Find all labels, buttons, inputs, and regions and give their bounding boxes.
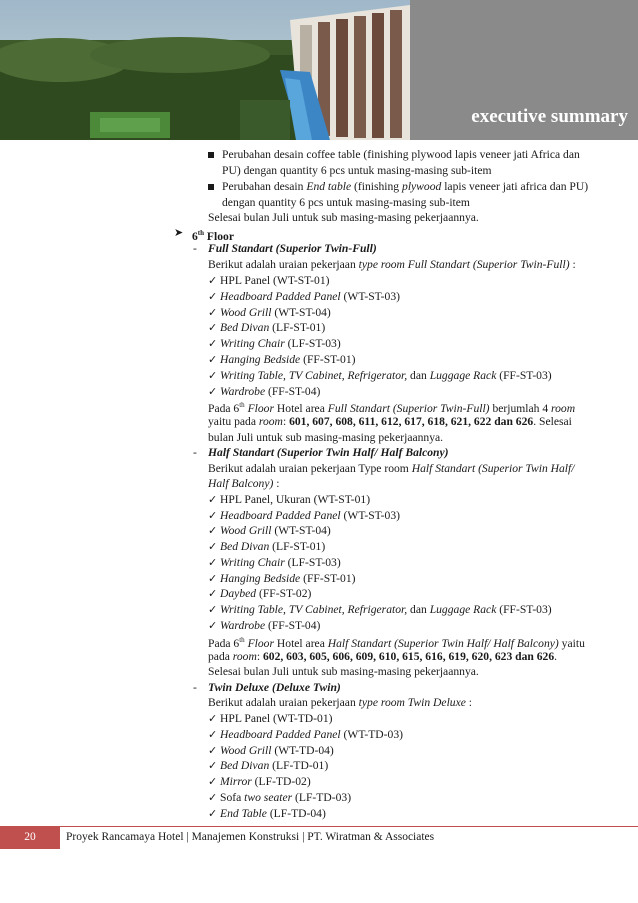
subsection-heading: Half Standart (Superior Twin Half/ Half Balcony) bbox=[208, 446, 449, 459]
checkmark-icon: ✓ bbox=[208, 354, 218, 366]
completion-note: Selesai bulan Juli untuk sub masing-masing pekerjaannya. bbox=[208, 211, 479, 224]
summary-line: bulan Juli untuk sub masing-masing pekerjaannya. bbox=[208, 431, 444, 444]
checklist-item: ✓ Hanging Bedside (FF-ST-01) bbox=[208, 353, 356, 366]
summary-line: Selesai bulan Juli untuk sub masing-masing pekerjaannya. bbox=[208, 665, 479, 678]
checkmark-icon: ✓ bbox=[208, 306, 218, 319]
summary-line: yaitu pada room: 601, 607, 608, 611, 612, 617, 618, 621, 622 dan 626. Selesai bbox=[208, 415, 572, 428]
footer-text: Proyek Rancamaya Hotel | Manajemen Konstruksi | PT. Wiratman & Associates bbox=[66, 831, 435, 843]
checklist-item: ✓ Wardrobe (FF-ST-04) bbox=[208, 618, 321, 632]
summary-line: pada room: 602, 603, 605, 606, 609, 610, 615, 616, 619, 620, 623 dan 626. bbox=[208, 650, 558, 663]
checkmark-icon: ✓ bbox=[208, 619, 218, 632]
summary-line: Pada 6th Floor Hotel area Half Standart (Superior Twin Half/ Half Balcony) yaitu bbox=[208, 636, 585, 650]
checklist-item: ✓ Mirror (LF-TD-02) bbox=[208, 775, 311, 789]
checklist-item: ✓ HPL Panel (WT-TD-01) bbox=[208, 712, 333, 725]
bullet-text: Perubahan desain End table (finishing plywood lapis veneer jati africa dan PU) bbox=[222, 180, 589, 193]
checkmark-icon: ✓ bbox=[208, 807, 218, 820]
checkmark-icon: ✓ bbox=[208, 760, 218, 773]
checkmark-icon: ✓ bbox=[208, 509, 218, 522]
checklist-item: ✓ Daybed (FF-ST-02) bbox=[208, 587, 312, 601]
bullet-text: PU) dengan quantity 6 pcs untuk masing-masing sub-item bbox=[222, 164, 492, 177]
intro-text: Half Balcony) : bbox=[208, 477, 280, 490]
checklist-item: ✓ Sofa two seater (LF-TD-03) bbox=[208, 791, 352, 804]
checkmark-icon: ✓ bbox=[208, 541, 218, 554]
page-number: 20 bbox=[0, 826, 60, 849]
checklist-item: ✓ Bed Divan (LF-ST-01) bbox=[208, 540, 326, 554]
checklist-item: ✓ Hanging Bedside (FF-ST-01) bbox=[208, 571, 356, 585]
checkmark-icon: ✓ bbox=[208, 385, 218, 398]
checklist-item: ✓ Headboard Padded Panel (WT-ST-03) bbox=[208, 289, 401, 303]
arrow-bullet-icon: ➤ bbox=[174, 227, 184, 239]
floor-heading: 6th Floor bbox=[192, 229, 234, 243]
bullet-text: dengan quantity 6 pcs untuk masing-masing sub-item bbox=[222, 196, 470, 209]
bullet-text: Perubahan desain coffee table (finishing plywood lapis veneer jati Africa dan bbox=[222, 148, 580, 161]
checkmark-icon: ✓ bbox=[208, 713, 218, 725]
checklist-item: ✓ Wood Grill (WT-ST-04) bbox=[208, 305, 331, 319]
subsection-heading: Twin Deluxe (Deluxe Twin) bbox=[208, 681, 341, 694]
checklist-item: ✓ Wood Grill (WT-ST-04) bbox=[208, 524, 331, 538]
checklist-item: ✓ Bed Divan (LF-TD-01) bbox=[208, 759, 329, 773]
checkmark-icon: ✓ bbox=[208, 369, 218, 382]
checkmark-icon: ✓ bbox=[208, 792, 218, 804]
checkmark-icon: ✓ bbox=[208, 776, 218, 789]
checklist-item: ✓ Wardrobe (FF-ST-04) bbox=[208, 384, 321, 398]
checkmark-icon: ✓ bbox=[208, 322, 218, 335]
checkmark-icon: ✓ bbox=[208, 728, 218, 741]
dash-bullet: - bbox=[193, 242, 197, 255]
summary-line: Pada 6th Floor Hotel area Full Standart (Superior Twin-Full) berjumlah 4 room bbox=[208, 401, 576, 415]
checkmark-icon: ✓ bbox=[208, 525, 218, 538]
hotel-photo bbox=[0, 0, 410, 140]
dash-bullet: - bbox=[193, 446, 197, 459]
checklist-item: ✓ Headboard Padded Panel (WT-TD-03) bbox=[208, 727, 403, 741]
checklist-item: ✓ Writing Table, TV Cabinet, Refrigerator, dan Luggage Rack (FF-ST-03) bbox=[208, 368, 552, 382]
header-banner bbox=[0, 0, 638, 140]
checkmark-icon: ✓ bbox=[208, 338, 218, 351]
checklist-item: ✓ End Table (LF-TD-04) bbox=[208, 806, 326, 820]
checkmark-icon: ✓ bbox=[208, 572, 218, 585]
checklist-item: ✓ Wood Grill (WT-TD-04) bbox=[208, 743, 334, 757]
page-footer bbox=[0, 826, 638, 849]
checkmark-icon: ✓ bbox=[208, 588, 218, 601]
checkmark-icon: ✓ bbox=[208, 494, 218, 506]
checklist-item: ✓ Writing Chair (LF-ST-03) bbox=[208, 337, 341, 351]
section-title: executive summary bbox=[471, 106, 628, 127]
intro-text: Berikut adalah uraian pekerjaan type room Twin Deluxe : bbox=[208, 696, 473, 709]
checklist-item: ✓ Headboard Padded Panel (WT-ST-03) bbox=[208, 508, 401, 522]
dash-bullet: - bbox=[193, 681, 197, 694]
checkmark-icon: ✓ bbox=[208, 556, 218, 569]
checklist-item: ✓ Writing Chair (LF-ST-03) bbox=[208, 555, 341, 569]
checklist-item: ✓ Bed Divan (LF-ST-01) bbox=[208, 321, 326, 335]
subsection-heading: Full Standart (Superior Twin-Full) bbox=[208, 242, 377, 255]
checkmark-icon: ✓ bbox=[208, 290, 218, 303]
intro-text: Berikut adalah uraian pekerjaan Type room Half Standart (Superior Twin Half/ bbox=[208, 462, 575, 475]
checkmark-icon: ✓ bbox=[208, 744, 218, 757]
checkmark-icon: ✓ bbox=[208, 275, 218, 287]
checklist-item: ✓ HPL Panel (WT-ST-01) bbox=[208, 274, 330, 287]
checklist-item: ✓ Writing Table, TV Cabinet, Refrigerator, dan Luggage Rack (FF-ST-03) bbox=[208, 602, 552, 616]
intro-text: Berikut adalah uraian pekerjaan type room Full Standart (Superior Twin-Full) : bbox=[208, 258, 576, 271]
checkmark-icon: ✓ bbox=[208, 603, 218, 616]
checklist-item: ✓ HPL Panel, Ukuran (WT-ST-01) bbox=[208, 493, 371, 506]
